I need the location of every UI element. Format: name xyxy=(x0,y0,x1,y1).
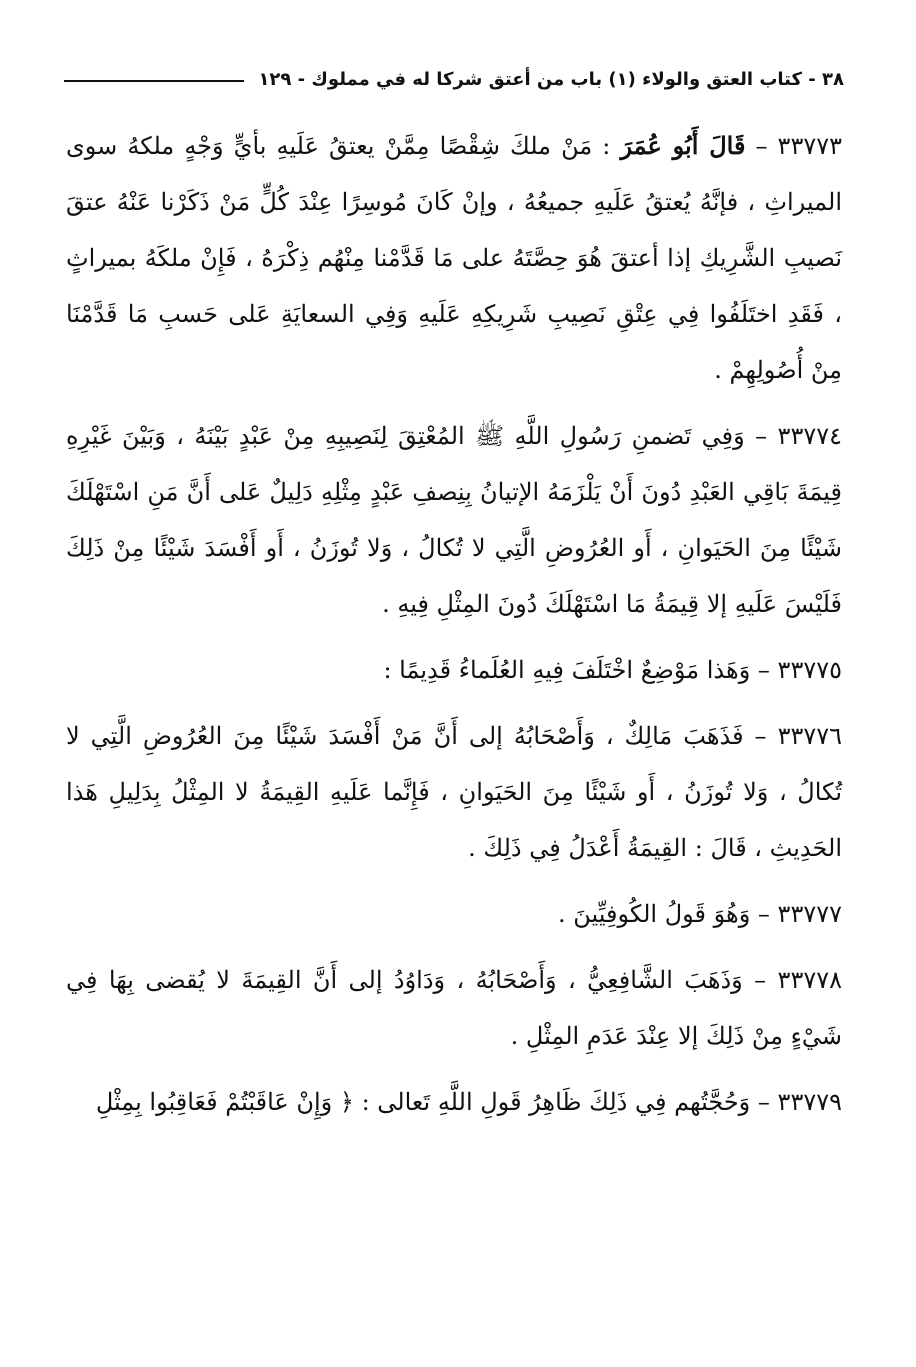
paragraph-33777 xyxy=(66,886,842,942)
page-body xyxy=(66,118,842,1140)
paragraph-text: وَهُوَ قَولُ الكُوفِيِّينَ . xyxy=(557,900,751,928)
paragraph-33776 xyxy=(66,708,842,876)
paragraph-text: وَهَذا مَوْضِعٌ اخْتَلَفَ فِيهِ العُلَماءُ قَدِيمًا : xyxy=(383,656,751,684)
paragraph-lead: قَالَ أَبُو عُمَرَ xyxy=(620,131,746,160)
paragraph-number: ٣٣٧٧٨ – xyxy=(742,966,842,994)
paragraph-33774 xyxy=(66,408,842,632)
paragraph-text: وَذَهَبَ الشَّافِعِيُّ ، وَأَصْحَابُهُ ، وَدَاوُدُ إلى أَنَّ القِيمَةَ لا يُقضى بِهَا فِي شَيْءٍ مِنْ ذَلِكَ إلا عِنْدَ عَدَمِ المِثْلِ . xyxy=(66,966,842,1050)
paragraph-text: وَفِي تَضمنِ رَسُولِ اللَّهِ ﷺ المُعْتِقَ لِنَصِيبِهِ مِنْ عَبْدٍ بَيْنَهُ ، وَبَيْنَ غَيْرِهِ قِيمَةَ بَاقِي العَبْدِ دُونَ أَنْ يَلْزَمَهُ الإتيانُ بِنِصفِ عَبْدٍ مِثْلِهِ دَلِيلٌ عَلى أَنَّ مَنِ اسْتَهْلَكَ شَيْئًا مِنَ الحَيَوانِ ، أَو العُرُوضِ الَّتِي لا تُكالُ ، وَلا تُوزَنُ ، أَو أَفْسَدَ شَيْئًا مِنْ ذَلِكَ فَلَيْسَ عَلَيهِ إلا قِيمَةُ مَا اسْتَهْلَكَ دُونَ المِثْلِ فِيهِ . xyxy=(66,422,842,618)
paragraph-33778 xyxy=(66,952,842,1064)
paragraph-number: ٣٣٧٧٦ – xyxy=(743,722,843,750)
paragraph-33773 xyxy=(66,118,842,398)
paragraph-number: ٣٣٧٧٣ – xyxy=(745,132,842,160)
running-title: ٣٨ - كتاب العتق والولاء (١) باب من أعتق شركا له في مملوك - ١٢٩ xyxy=(258,68,844,90)
header-rule xyxy=(64,80,244,82)
paragraph-number: ٣٣٧٧٥ – xyxy=(750,656,842,684)
paragraph-text: : مَنْ ملكَ شِقْصًا مِمَّنْ يعتقُ عَلَيهِ بأيٍّ وَجْهٍ ملكهُ سوى الميراثِ ، فإنَّهُ يُعتقُ عَلَيهِ جميعُهُ ، وإنْ كَانَ مُوسِرًا عِنْدَ كُلٍّ مَنْ ذَكَرْنا عَنْهُ عتقَ نَصيبِ الشَّرِيكِ إذا أعتقَ هُوَ حِصَّتَهُ على مَا قَدَّمْنا مِنْهُم ذِكْرَهُ ، فَإِنْ ملكَهُ بميراثٍ ، فَقَدِ اختَلَفُوا فِي عِتْقِ نَصِيبِ شَرِيكِهِ عَلَيهِ وَفِي السعايَةِ عَلى حَسبِ مَا قَدَّمْنَا مِنْ أُصُولِهِمْ . xyxy=(66,132,842,384)
paragraph-text: وَحُجَّتُهم فِي ذَلِكَ ظَاهِرُ قَولِ اللَّهِ تَعالى : ﴿ وَإِنْ عَاقَبْتُمْ فَعَاقِبُوا بِمِثْلِ xyxy=(95,1088,751,1116)
running-header xyxy=(64,64,844,94)
paragraph-text: فَذَهَبَ مَالِكٌ ، وَأَصْحَابُهُ إلى أَنَّ مَنْ أَفْسَدَ شَيْئًا مِنَ العُرُوضِ الَّتِي لا تُكالُ ، وَلا تُوزَنُ ، أَو شَيْئًا مِنَ الحَيَوانِ ، فَإِنَّما عَلَيهِ القِيمَةُ لا المِثْلُ بِدَلِيلِ هَذا الحَدِيثِ ، قَالَ : القِيمَةُ أَعْدَلُ فِي ذَلِكَ . xyxy=(66,722,842,862)
paragraph-number: ٣٣٧٧٤ – xyxy=(744,422,842,450)
paragraph-number: ٣٣٧٧٩ – xyxy=(750,1088,842,1116)
paragraph-number: ٣٣٧٧٧ – xyxy=(750,900,842,928)
paragraph-33779 xyxy=(66,1074,842,1130)
paragraph-33775 xyxy=(66,642,842,698)
